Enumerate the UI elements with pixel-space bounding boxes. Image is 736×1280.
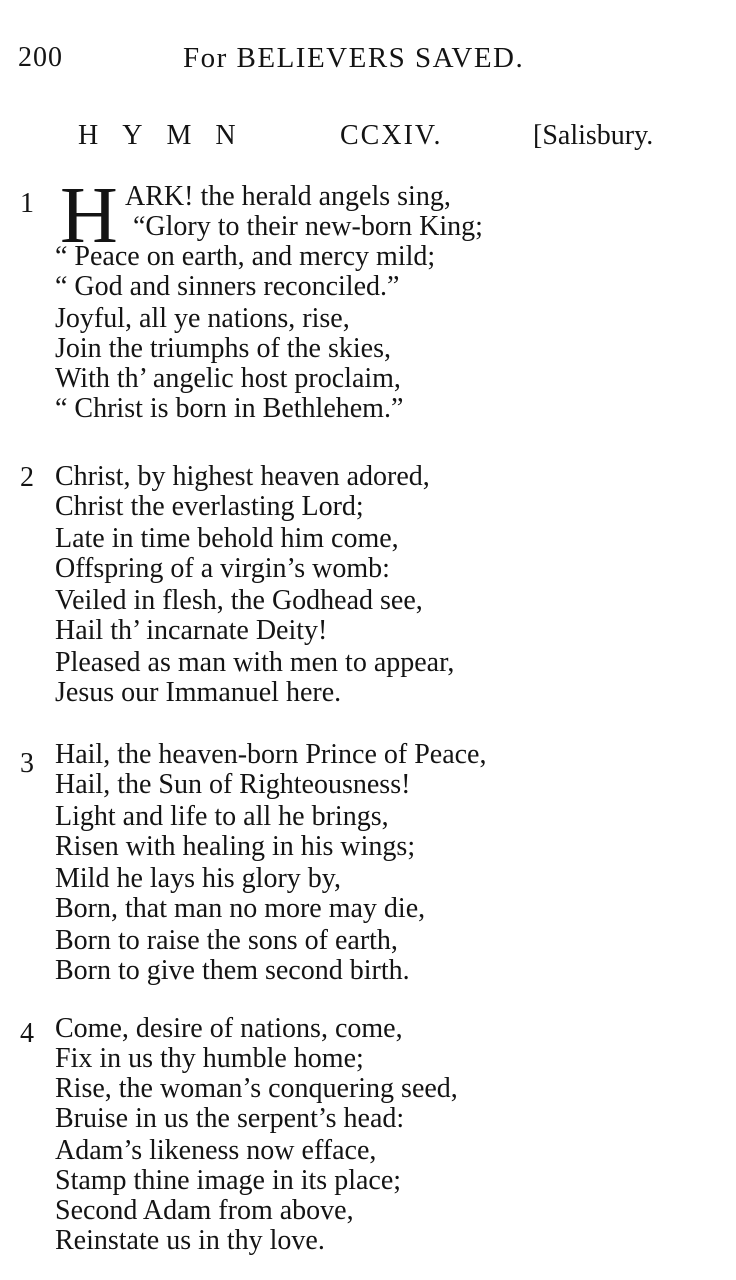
verse-line: Christ the everlasting Lord; <box>55 491 364 522</box>
verse-line: Come, desire of nations, come, <box>55 1013 403 1044</box>
verse-line: Bruise in us the serpent’s head: <box>55 1103 405 1134</box>
stanza-number: 1 <box>20 188 34 219</box>
stanza-number: 3 <box>20 748 34 779</box>
verse-line: Christ, by highest heaven adored, <box>55 461 430 492</box>
verse-line: Second Adam from above, <box>55 1195 354 1226</box>
page-header <box>18 42 718 82</box>
stanza-number: 2 <box>20 462 34 493</box>
verse-line: Joyful, all ye nations, rise, <box>55 303 350 334</box>
verse-line: Jesus our Immanuel here. <box>55 677 342 708</box>
stanza-number: 4 <box>20 1018 34 1049</box>
verse-line: Hail, the heaven-born Prince of Peace, <box>55 739 487 770</box>
verse-line: Born, that man no more may die, <box>55 893 426 924</box>
running-head: For BELIEVERS SAVED. <box>183 42 525 74</box>
verse-line: Risen with healing in his wings; <box>55 831 416 862</box>
verse-line: ARK! the herald angels sing, <box>125 181 451 212</box>
verse-line: Late in time behold him come, <box>55 523 399 554</box>
verse-line: Join the triumphs of the skies, <box>55 333 391 364</box>
verse-line: Hail, the Sun of Righteousness! <box>55 769 411 800</box>
verse-line: Hail th’ incarnate Deity! <box>55 615 328 646</box>
verse-line: “Glory to their new-born King; <box>133 211 483 242</box>
verse-line: Fix in us thy humble home; <box>55 1043 364 1074</box>
verse-line: Born to give them second birth. <box>55 955 410 986</box>
hymn-label: HYMN <box>78 120 260 151</box>
verse-line: Veiled in flesh, the Godhead see, <box>55 585 423 616</box>
verse-line: Rise, the woman’s conquering seed, <box>55 1073 458 1104</box>
verse-line: With th’ angelic host proclaim, <box>55 363 401 394</box>
verse-line: Stamp thine image in its place; <box>55 1165 402 1196</box>
tune-name: [Salisbury. <box>533 120 654 151</box>
verse-line: “ God and sinners reconciled.” <box>55 271 400 302</box>
verse-line: Born to raise the sons of earth, <box>55 925 398 956</box>
verse-line: “ Peace on earth, and mercy mild; <box>55 241 436 272</box>
hymn-numeral: CCXIV. <box>340 120 443 151</box>
verse-line: Mild he lays his glory by, <box>55 863 341 894</box>
verse-line: Offspring of a virgin’s womb: <box>55 553 390 584</box>
page-number: 200 <box>18 42 63 73</box>
drop-cap: H <box>60 172 118 260</box>
hymn-title <box>78 120 718 160</box>
verse-line: “ Christ is born in Bethlehem.” <box>55 393 404 424</box>
verse-line: Reinstate us in thy love. <box>55 1225 325 1256</box>
verse-line: Adam’s likeness now efface, <box>55 1135 377 1166</box>
verse-line: Light and life to all he brings, <box>55 801 389 832</box>
verse-line: Pleased as man with men to appear, <box>55 647 455 678</box>
